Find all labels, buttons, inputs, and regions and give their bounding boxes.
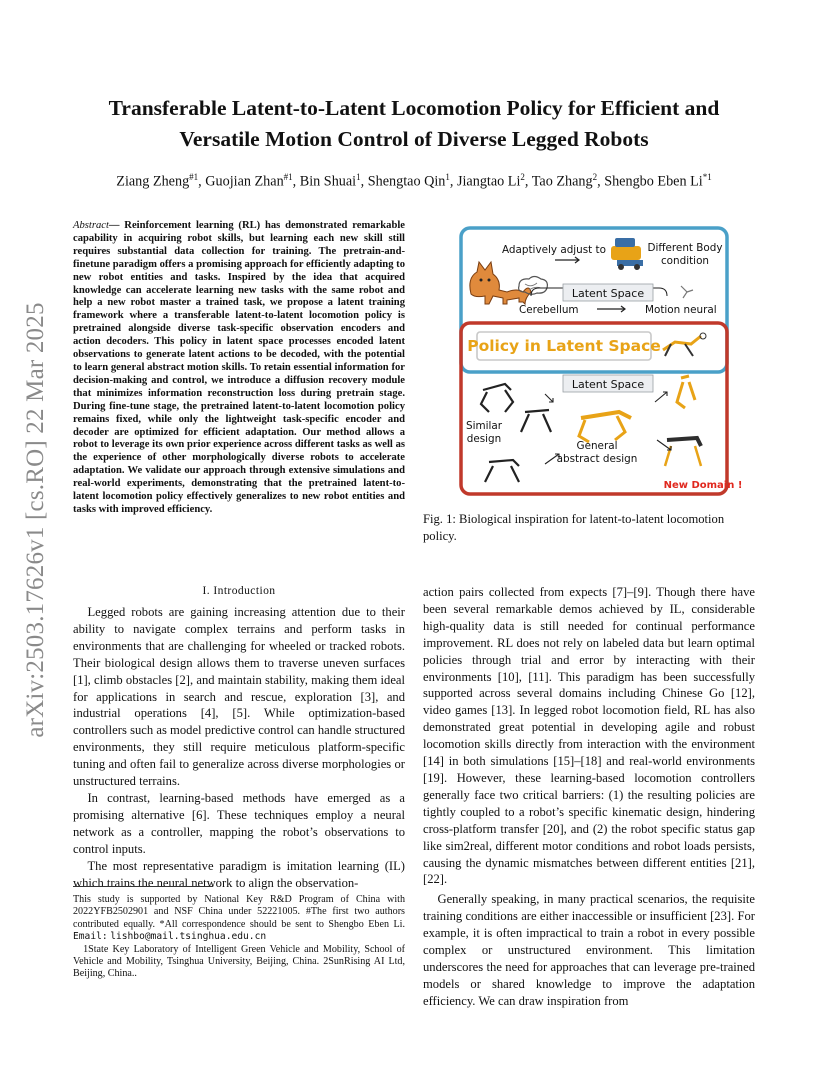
intro-right-column	[423, 584, 755, 1010]
central-robot-icon	[579, 412, 631, 442]
abstract: Abstract— Reinforcement learning (RL) has demonstrated remarkable capability in acquiring robot skills, but learning each new skill still requires substantial data collection for training. The pretrain-and-finetune paradigm offers a promising approach for efficiently adapting to new robot entities and tasks. Inspired by the idea that acquired knowledge can accelerate learning new tasks with the same robot and help a new robot master a trained task, we propose a latent training framework where a transferable latent-to-latent locomotion policy is pretrained alongside diverse task-specific observation encoders and action decoders. This policy in latent space processes encoded latent observations to generate latent actions to be decoded, with the potential to learn general abstract motion skills. To retain essential information for decision-making and control, we introduce a diffusion recovery module that minimizes information reconstruction loss during pretrain stage. During fine-tune stage, the pretrained latent-to-latent locomotion policy remains fixed, while only the lightweight task-specific encoder and decoder are optimized for efficient adaptation. Our method allows a robot to leverage its own prior experience across different tasks as well as the experience of other morphologically diverse robots to accelerate adaptation. We validate our approach through extensive simulations and real-world experiments, demonstrating that the pretrained latent-to-latent locomotion policy effectively generalizes to new robot entities and tasks with improved efficiency.	[73, 220, 405, 515]
running-robot-icon	[663, 333, 706, 356]
label-different-body: Different Body	[647, 242, 723, 254]
paragraph: In contrast, learning-based methods have emerged as a promising alternative [6]. These techniques employ a neural network as a controller, mapping the robot’s observations to control inputs.	[73, 790, 405, 856]
label-adaptively: Adaptively adjust to	[502, 244, 606, 256]
brain-icon	[519, 277, 548, 295]
label-abstract-design: abstract design	[556, 453, 638, 465]
label-latent-space-bottom: Latent Space	[571, 378, 645, 391]
arxiv-identifier	[14, 280, 58, 760]
footnote-affiliations: 1State Key Laboratory of Intelligent Green Vehicle and Mobility, School of Vehicle and Mobility, Tsinghua University, Beijing, China. 2SunRising AI Ltd, Beijing, China..	[73, 943, 405, 980]
author-name: Tao Zhang	[531, 173, 593, 190]
figure-caption-text: Fig. 1: Biological inspiration for latent-to-latent locomotion policy.	[423, 512, 725, 543]
email-label: Email:	[73, 931, 108, 943]
section-heading	[73, 584, 405, 597]
author-name: Shengbo Eben Li	[604, 173, 703, 190]
author-name: Ziang Zheng	[116, 173, 190, 190]
footnotes	[73, 894, 405, 981]
label-cerebellum: Cerebellum	[519, 304, 579, 316]
label-new-domain: New Domain !	[663, 480, 743, 491]
label-motion-neural: Motion neural	[645, 304, 717, 316]
label-latent-space-top: Latent Space	[571, 287, 645, 300]
dog-icon	[470, 262, 531, 304]
paragraph: The most representative paradigm is imitation learning (IL) which trains the neural network to align the observation-	[73, 858, 405, 890]
author-name: Guojian Zhan	[205, 173, 284, 190]
paragraph: Legged robots are gaining increasing attention due to their ability to navigate complex terrains and perform tasks in environments that are challenging for wheeled or tracked robots. Their biological design allows them to traverse uneven surfaces [1], climb obstacles [2], and maintain stability, making them ideal for applications in search and rescue, exploration [3], and industrial operations [4], [5]. While optimization-based controllers such as model predictive control can handle structured environments, they still require meticulous platform-specific tuning and often fail to generalize across diverse morphologies or unstructured terrains.	[73, 605, 405, 789]
label-policy: Policy in Latent Space	[467, 337, 661, 355]
paper-title	[60, 93, 768, 155]
figure-caption	[423, 511, 755, 545]
author-list: Ziang Zheng$^{\#1}$, Guojian Zhan$^{\#1}$, Bin Shuai$^1$, Shengtao Qin$^1$, Jiangtao Li$^2$, Tao Zhang$^2$, Shengbo Eben Li$^{*1}$	[116, 172, 712, 190]
author-affiliation: 2	[592, 172, 598, 182]
author-name: Shengtao Qin	[367, 173, 446, 190]
author-affiliation: *1	[702, 172, 712, 182]
author-affiliation: 1	[445, 172, 450, 182]
author-affiliation: #1	[189, 172, 199, 182]
author-affiliation: #1	[283, 172, 293, 182]
small-robot-icon	[681, 286, 693, 298]
author-affiliation: 1	[356, 172, 361, 182]
title-line-2: Versatile Motion Control of Diverse Legged Robots	[179, 127, 649, 151]
footnote-funding	[73, 894, 405, 944]
footnote-rule	[73, 886, 213, 887]
paragraph: action pairs collected from expects [7]–[9]. Though there have been several remarkable demos achieved by IL, considerable high-quality data is still needed for continual performance improvement. RL does not rely on labeled data but learn optimal policies through trial and error by interacting with their environments [10], [11]. This paradigm has been successfully supported across several domains including Chinese Go [12], video games [13]. In legged robot locomotion field, RL has also demonstrated great potential in developing agile and robust locomotion skills directly from interaction with the environment [14] in both simulations [15]–[18] and real-world environments [19]. However, these learning-based locomotion controllers generally face two critical barriers: (1) the resulting policies are tightly coupled to a robot’s specific kinematic design, hindering cross-platform transfer [20], and (2) the robot specific status gap like sim2real, different motor conditions and robot loads persists, causing the dynamic mismatches between different entities [21], [22].	[423, 585, 755, 887]
author-name: Jiangtao Li	[456, 173, 521, 190]
abstract-label: Abstract	[73, 220, 109, 231]
legged-robot-icons-right	[665, 376, 701, 466]
intro-left-column	[73, 604, 405, 891]
abstract-text: Reinforcement learning (RL) has demonstrated remarkable capability in acquiring robot skills, but learning each new skill still requires substantial data collection for training. The pretrain-and-finetune paradigm offers a promising approach for efficiently adapting to new robot entities and tasks. Inspired by the idea that acquired knowledge can accelerate learning new tasks with the same robot and help a new robot master a trained task, we propose a latent training framework where a transferable latent-to-latent locomotion policy is pretrained alongside diverse task-specific observation encoders and action decoders. This policy in latent space processes encoded latent observations to generate latent actions to be decoded, with the potential to learn general abstract motion skills. To retain essential information for decision-making and control, we introduce a diffusion recovery module that minimizes information reconstruction loss during pretrain stage. During fine-tune stage, the pretrained latent-to-latent locomotion policy remains fixed, while only the lightweight task-specific encoder and decoder are optimized for efficient adaptation. Our method allows a robot to leverage its own prior experience across different tasks as well as the experience of other morphologically diverse robots to accelerate adaptation. We validate our approach through extensive simulations and real-world experiments, demonstrating that the pretrained latent-to-latent locomotion policy effectively generalizes to new robot entities and tasks with improved efficiency.	[73, 220, 405, 515]
section-heading-text: I. Introduction	[202, 584, 276, 597]
label-condition: condition	[660, 255, 710, 267]
author-name: Bin Shuai	[299, 173, 357, 190]
arxiv-identifier-text: arXiv:2503.17626v1 [cs.RO] 22 Mar 2025	[22, 302, 49, 738]
label-general: General	[576, 440, 618, 452]
footnote-funding-text: This study is supported by National Key R&D Program of China with 2022YFB2502901 and NSF China under 52221005. #The first two authors contributed equally. *All correspondence should be sent to Shengbo Eben Li.	[73, 894, 405, 930]
figure-1	[459, 226, 743, 496]
author-affiliation: 2	[520, 172, 525, 182]
label-similar: Similar	[465, 420, 503, 432]
paragraph: Generally speaking, in many practical scenarios, the requisite training conditions are either inaccessible or insufficient [23]. For example, it is often impractical to train a robot in every possible complex or unstructured environment. This limitation underscores the need for approaches that can leverage pre-trained models or shared knowledge to improve the adaptation efficiency. We can draw inspiration from	[423, 892, 755, 1008]
label-design: design	[466, 433, 502, 445]
wheeled-robot-icon	[611, 238, 643, 270]
title-line-1: Transferable Latent-to-Latent Locomotion Policy for Efficient and	[108, 96, 720, 120]
email-address: lishbo@mail.tsinghua.edu.cn	[110, 931, 267, 943]
